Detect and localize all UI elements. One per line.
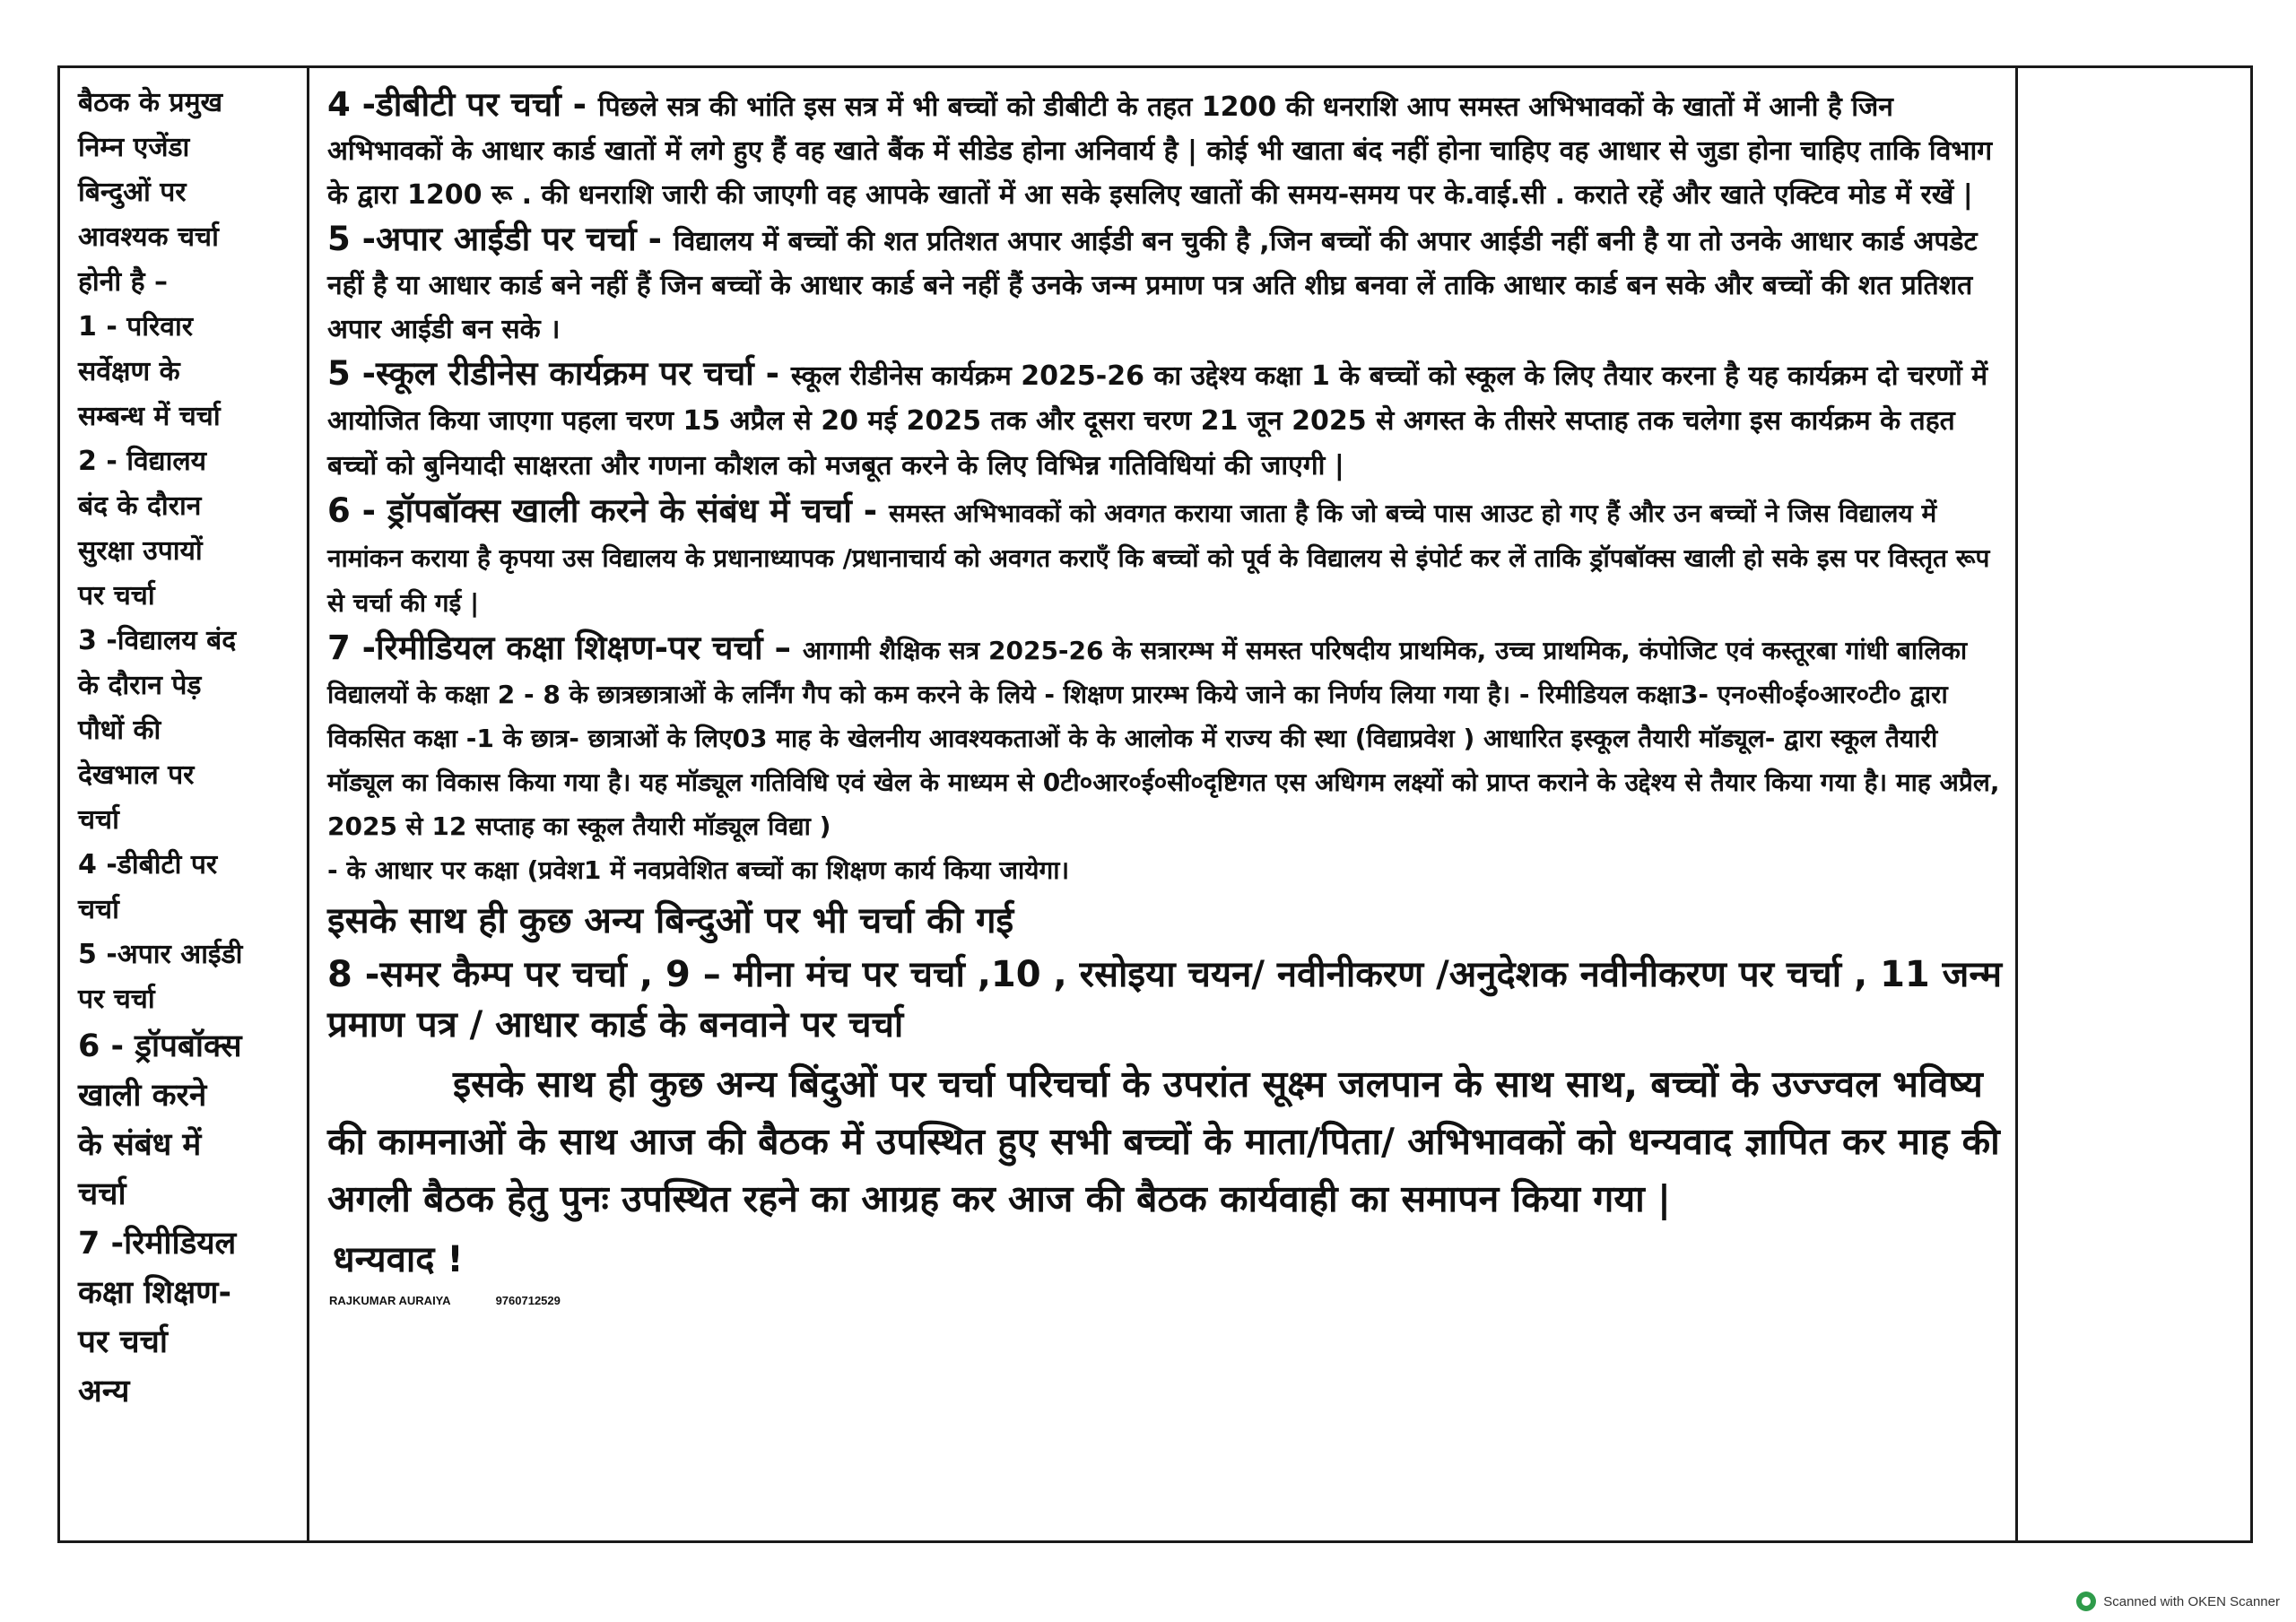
point-4-dbt [327,82,2006,217]
point-5-school-readiness [327,351,2006,489]
agenda-item-3: 3 -विद्यालय बंद के दौरान पेड़ पौधों की देखभाल पर चर्चा [78,625,237,836]
point-5-apaar [327,217,2006,351]
point-6-text: समस्त अभिभावकों को अवगत कराया जाता है कि जो बच्चे पास आउट हो गए हैं और उन बच्चों ने जिस विद्यालय में नामांकन कराया है कृपया उस विद्यालय के प्रधानाध्यापक /प्रधानाचार्य को अवगत कराएँ कि बच्चों को पूर्व के विद्यालय से इंपोर्ट कर लें ताकि ड्रॉपबॉक्स खाली हो सके इस पर विस्तृत रूप से चर्चा की गई | [327,499,1990,618]
point-4-heading: 4 -डीबीटी पर चर्चा - [327,85,598,124]
agenda-column [60,68,309,1540]
discussion-column [309,68,2018,1540]
scanner-text: Scanned with OKEN Scanner [2103,1593,2280,1609]
signature-phone: 9760712529 [495,1294,561,1307]
agenda-item-7: 7 -रिमीडियल कक्षा शिक्षण- पर चर्चा अन्य [78,1226,237,1409]
agenda-item-2: 2 - विद्यालय बंद के दौरान सुरक्षा उपायों पर चर्चा [78,446,207,612]
scanner-logo-icon [2076,1592,2096,1611]
thanks-text: धन्यवाद ! [333,1239,464,1280]
point-5-heading: 5 -अपार आईडी पर चर्चा - [327,220,674,258]
closing-paragraph: इसके साथ ही कुछ अन्य बिंदुओं पर चर्चा परिचर्चा के उपरांत सूक्ष्म जलपान के साथ साथ, बच्चों के उज्ज्वल भविष्य की कामनाओं के साथ आज की बैठक में उपस्थित हुए सभी बच्चों के माता/पिता/ अभिभावकों को धन्यवाद ज्ञापित कर माह की अगली बैठक हेतु पुनः उपस्थित रहने का आग्रह कर आज की बैठक कार्यवाही का समापन किया गया | [327,1063,2000,1220]
point-4-text: पिछले सत्र की भांति इस सत्र में भी बच्चों को डीबीटी के तहत 1200 की धनराशि आप समस्त अभिभावकों के खातों में आनी है जिन अभिभावकों के आधार कार्ड खातों में लगे हुए हैं वह खाते बैंक में सीडेड होना अनिवार्य है | कोई भी खाता बंद नहीं होना चाहिए वह आधार से जुडा होना चाहिए ताकि विभाग के द्वारा 1200 रू . की धनराशि जारी की जाएगी वह आपके खातों में आ सके इसलिए खातों की समय-समय पर के.वाई.सी . कराते रहें और खाते एक्टिव मोड में रखें | [327,91,1993,211]
point-7-heading: 7 -रिमीडियल कक्षा शिक्षण-पर चर्चा – [327,629,803,667]
point-5b-text: स्कूल रीडीनेस कार्यक्रम 2025-26 का उद्देश्य कक्षा 1 के बच्चों को स्कूल के लिए तैयार करना है यह कार्यक्रम दो चरणों में आयोजित किया जाएगा पहला चरण 15 अप्रैल से 20 मई 2025 तक और दूसरा चरण 21 जून 2025 से अगस्त के तीसरे सप्ताह तक चलेगा इस कार्यक्रम के तहत बच्चों को बुनियादी साक्षरता और गणना कौशल को मजबूत करने के लिए विभिन्न गतिविधियां की जाएगी | [327,360,1988,481]
point-6-heading: 6 - ड्रॉपबॉक्स खाली करने के संबंध में चर्चा - [327,491,889,530]
remarks-column [2018,68,2250,1540]
scanner-watermark [2076,1592,2280,1611]
point-6-dropbox [327,489,2006,626]
other-points-list: 8 -समर कैम्प पर चर्चा , 9 – मीना मंच पर चर्चा ,10 , रसोइया चयन/ नवीनीकरण /अनुदेशक नवीनीकरण पर चर्चा , 11 जन्म प्रमाण पत्र / आधार कार्ड के बनवाने पर चर्चा [327,954,2003,1045]
other-points-heading: इसके साथ ही कुछ अन्य बिन्दुओं पर भी चर्चा की गई [327,900,1014,941]
point-7-remedial [327,626,2006,892]
agenda-item-4: 4 -डीबीटी पर चर्चा [78,849,218,925]
point-5b-heading: 5 -स्कूल रीडीनेस कार्यक्रम पर चर्चा - [327,354,791,393]
agenda-intro: बैठक के प्रमुख निम्न एजेंडा बिन्दुओं पर आवश्यक चर्चा होनी है – [78,87,223,298]
signature-name: RAJKUMAR AURAIYA [329,1294,451,1307]
point-5-text: विद्यालय में बच्चों की शत प्रतिशत अपार आईडी बन चुकी है ,जिन बच्चों की अपार आईडी नहीं बनी है या तो उनके आधार कार्ड अपडेट नहीं है या आधार कार्ड बने नहीं हैं जिन बच्चों के आधार कार्ड बने नहीं हैं उनके जन्म प्रमाण पत्र अति शीघ्र बनवा लें ताकि आधार कार्ड बन सके और बच्चों की शत प्रतिशत अपार आईडी बन सके । [327,226,1978,345]
agenda-item-1: 1 - परिवार सर्वेक्षण के सम्बन्ध में चर्चा [78,311,221,432]
point-7-tail: - के आधार पर कक्षा (प्रवेश1 में नवप्रवेशित बच्चों का शिक्षण कार्य किया जायेगा। [327,855,1070,885]
agenda-item-6: 6 - ड्रॉपबॉक्स खाली करने के संबंध में चर्चा [78,1028,242,1212]
agenda-item-5: 5 -अपार आईडी पर चर्चा [78,939,243,1015]
minutes-table [57,65,2253,1543]
point-7-text: आगामी शैक्षिक सत्र 2025-26 के सत्रारम्भ में समस्त परिषदीय प्राथमिक, उच्च प्राथमिक, कंपोजिट एवं कस्तूरबा गांधी बालिका विद्यालयों के कक्षा 2 - 8 के छात्रछात्राओं के लर्निंग गैप को कम करने के लिये - शिक्षण प्रारम्भ किये जाने का निर्णय लिया गया है। - रिमीडियल कक्षा3- एन०सी०ई०आर०टी० द्वारा विकसित कक्षा -1 के छात्र- छात्राओं के लिए03 माह के खेलनीय आवश्यकताओं के के आलोक में राज्य की स्था (विद्याप्रवेश ) आधारित इस्कूल तैयारी मॉड्यूल- द्वारा स्कूल तैयारी मॉड्यूल का विकास किया गया है। यह मॉड्यूल गतिविधि एवं खेल के माध्यम से 0टी०आर०ई०सी०दृष्टिगत एस अधिगम लक्ष्यों को प्राप्त कराने के उद्देश्य से तैयार किया गया है। माह अप्रैल, 2025 से 12 सप्ताह का स्कूल तैयारी मॉड्यूल विद्या ) [327,636,2000,841]
signature-line [329,1294,2006,1307]
